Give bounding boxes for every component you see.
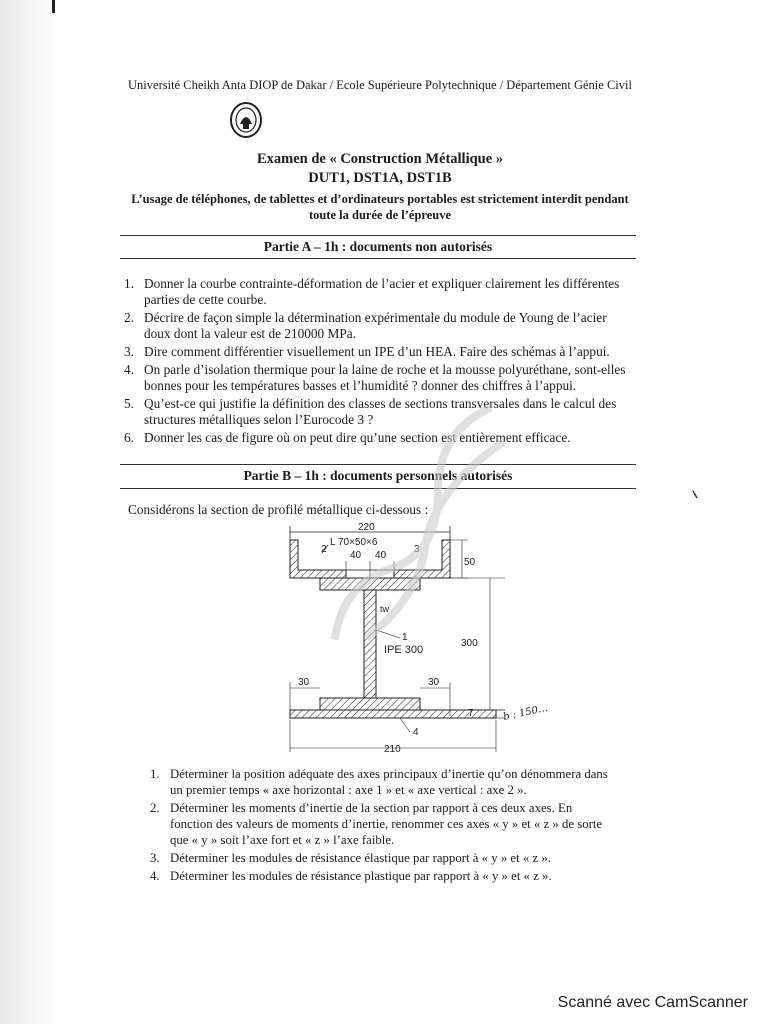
exam-classes: DUT1, DST1A, DST1B [308,170,452,186]
right-angle [394,540,450,578]
question-line: Donner la courbe contrainte-déformation de l’acier et expliquer clairement les différentes [144,276,620,291]
question-line: fonction des valeurs de moments d’inertie, renommer ces axes « y » et « z » de sorte [170,817,603,831]
institution-header: Université Cheikh Anta DIOP de Dakar / Ecole Supérieure Polytechnique / Département Génie Civil [128,78,632,92]
question-line: Dire comment différentier visuellement un IPE d’un HEA. Faire des schémas à l’appui. [144,344,610,359]
exam-title: Examen de « Construction Métallique » [256,151,504,167]
dim-7-label: 7 [468,708,474,719]
part-a-question-3 [124,344,638,360]
question-number: 1. [124,276,134,291]
part-3-label: 3 [414,544,420,555]
part-a-top-rule [120,235,636,236]
part-2-label: 2 [321,544,327,555]
question-line: Qu’est-ce qui justifie la définition des classes de sections transversales dans le calcul des [144,396,617,411]
part-b-top-rule [120,464,636,465]
question-line: Déterminer les modules de résistance plastique par rapport à « y » et « z ». [170,869,552,883]
ipe-bottom-flange [320,698,420,710]
question-line: Décrire de façon simple la détermination expérimentale du module de Young de l’acier [144,310,607,325]
ipe-label: IPE 300 [384,644,424,656]
question-number: 5. [124,396,134,411]
question-number: 4. [150,869,160,883]
part-a-questions [124,276,638,448]
dim-210-label: 210 [384,744,401,755]
part-b-questions [150,766,640,886]
ipe-web [364,590,376,698]
part-a-title: Partie A – 1h : documents non autorisés [263,239,493,254]
university-logo [226,100,266,140]
question-number: 3. [150,851,160,865]
dim-30a-label: 30 [298,677,310,688]
part-a-question-2 [124,310,638,342]
part-a-question-5 [124,396,638,428]
tw-label: tw [380,604,389,614]
exam-rule-line2: toute la durée de l’épreuve [308,208,452,222]
question-line: doux dont la valeur est de 210000 MPa. [144,326,356,341]
part-a-bottom-rule [120,258,636,259]
question-number: 2. [124,310,134,325]
ipe-top-flange [320,578,420,590]
question-line: parties de cette courbe. [144,292,267,307]
dim-220-label: 220 [358,522,375,533]
part-b-question-3 [150,850,640,866]
question-number: 3. [124,344,134,359]
part-b-question-2 [150,800,640,848]
question-number: 4. [124,362,134,377]
part-a-question-1 [124,276,638,308]
part-a-question-6 [124,430,638,446]
question-line: Donner les cas de figure où on peut dire qu’une section est entièrement efficace. [144,430,571,445]
part-b-title: Partie B – 1h : documents personnels autorisés [243,468,513,483]
question-line: que « y » soit l’axe fort et « z » l’axe faible. [170,833,395,847]
dim-40a-label: 40 [350,550,362,561]
part-b-question-4 [150,868,640,884]
dim-300-label: 300 [461,638,478,649]
dim-40b-label: 40 [375,550,387,561]
exam-rule-line1: L’usage de téléphones, de tablettes et d’ordinateurs portables est strictement interdit pendant [131,192,629,206]
angle-label: L 70×50×6 [330,537,378,548]
question-line: structures métalliques selon l’Eurocode 3 ? [144,412,374,427]
exam-title-block [100,151,660,223]
handwritten-note: b : 150… [502,702,549,723]
part-b-intro: Considérons la section de profilé métallique ci-dessous : [128,502,429,517]
part-4-label: 4 [413,727,419,738]
question-number: 1. [150,767,160,781]
part-a-question-4 [124,362,638,394]
part-b-question-1 [150,766,640,798]
dim-30b-label: 30 [428,677,440,688]
camscanner-label: Scanné avec CamScanner [557,994,748,1011]
question-number: 6. [124,430,134,445]
question-line: bonnes pour les températures basses et l’humidité ? donner des chiffres à l’appui. [144,378,577,393]
question-line: On parle d’isolation thermique pour la laine de roche et la mousse polyuréthane, sont-elles [144,362,626,377]
question-line: Déterminer les modules de résistance élastique par rapport à « y » et « z ». [170,851,551,865]
ink-mark [692,490,698,499]
part-1-label: 1 [402,632,408,643]
dim-50-label: 50 [464,557,476,568]
bottom-plate [290,710,496,718]
question-number: 2. [150,801,160,815]
scan-edge-shadow [0,0,60,1024]
question-line: un premier temps « axe horizontal : axe 1 » et « axe vertical : axe 2 ». [170,783,527,797]
question-line: Déterminer les moments d’inertie de la section par rapport à ces deux axes. En [170,801,573,815]
question-line: Déterminer la position adéquate des axes principaux d’inertie qu’on dénommera dans [170,767,608,781]
part-b-bottom-rule [120,488,636,489]
section-diagram [280,520,580,765]
scan-corner-mark [52,0,55,13]
